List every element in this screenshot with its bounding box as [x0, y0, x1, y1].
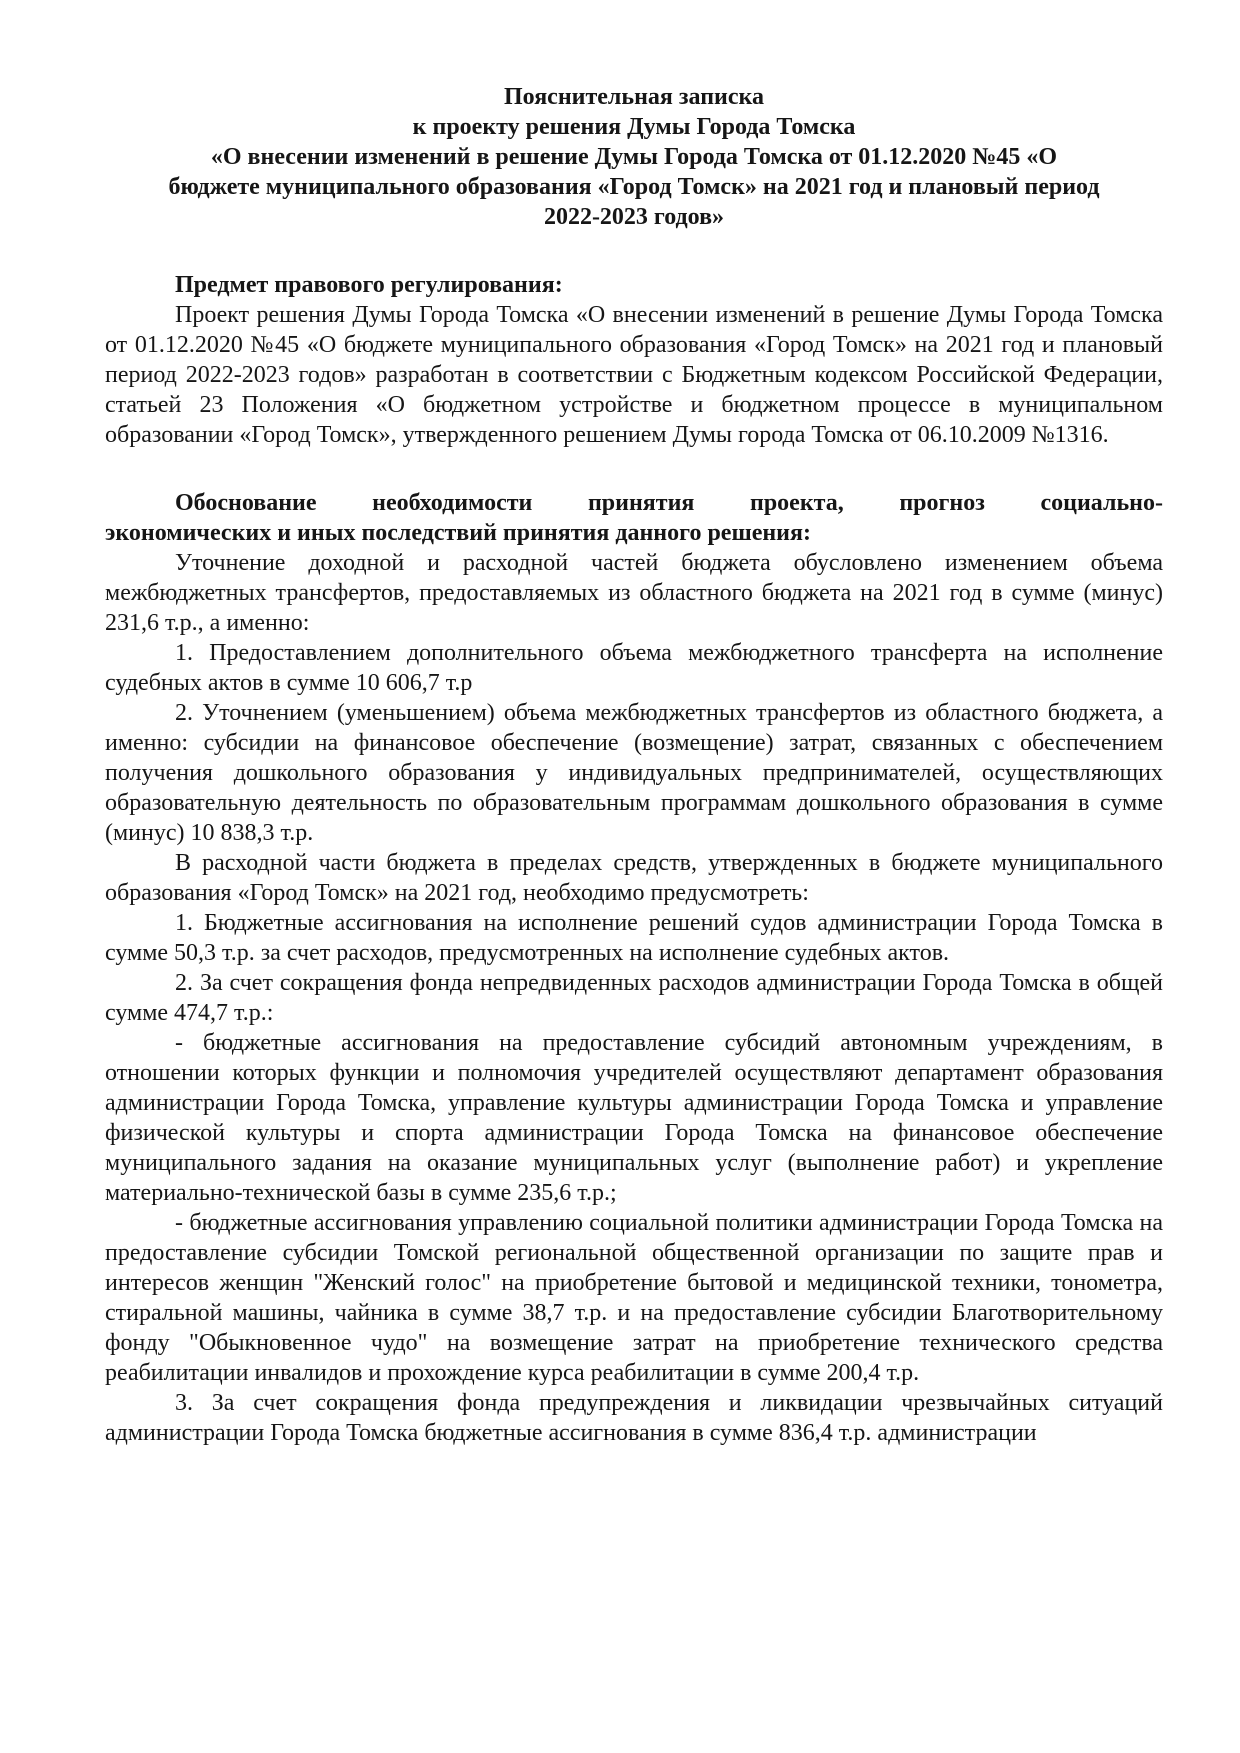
paragraph-item-transfer-reduction: 2. Уточнением (уменьшением) объема межбюджетных трансфертов из областного бюджета, а именно: субсидии на финансовое обеспечение (возмещение) затрат, связанных с обеспечением получения дошкольного образования у индивидуальных предпринимателей, осуществляющих образовательную деятельность по образовательным программам дошкольного образования в сумме (минус) 10 838,3 т.р.: [105, 700, 1163, 846]
section-heading-justification-line1: Обоснование необходимости принятия проекта, прогноз социально-: [175, 490, 1163, 516]
title-line-5: 2022-2023 годов»: [543, 204, 725, 230]
spacer-after-subject: [105, 450, 1163, 488]
paragraph-revenue-adjustment: Уточнение доходной и расходной частей бюджета обусловлено изменением объема межбюджетных трансфертов, предоставляемых из областного бюджета на 2021 год в сумме (минус) 231,6 т.р., а именно:: [105, 550, 1163, 636]
title-line-4: бюджете муниципального образования «Город Томск» на 2021 год и плановый период: [168, 174, 1100, 200]
paragraph-expenditure-intro: В расходной части бюджета в пределах средств, утвержденных в бюджете муниципального образования «Город Томск» на 2021 год, необходимо предусмотреть:: [105, 850, 1163, 906]
paragraph-subject: Проект решения Думы Города Томска «О внесении изменений в решение Думы Города Томска от 01.12.2020 №45 «О бюджете муниципального образования «Город Томск» на 2021 год и плановый период 2022-2023 годов» разработан в соответствии с Бюджетным кодексом Российской Федерации, статьей 23 Положения «О бюджетном устройстве и бюджетном процессе в муниципальном образовании «Город Томск», утвержденного решением Думы города Томска от 06.10.2009 №1316.: [105, 302, 1163, 448]
section-heading-justification-line2: экономических и иных последствий принятия данного решения:: [105, 520, 811, 546]
title-line-3: «О внесении изменений в решение Думы Города Томска от 01.12.2020 №45 «О: [210, 144, 1058, 170]
title-line-2: к проекту решения Думы Города Томска: [412, 114, 856, 140]
document-title: [105, 82, 1163, 232]
paragraph-subitem-social-policy-subsidies: - бюджетные ассигнования управлению социальной политики администрации Города Томска на предоставление субсидии Томской региональной общественной организации по защите прав и интересов женщин "Женский голос" на приобретение бытовой и медицинской техники, тонометра, стиральной машины, чайника в сумме 38,7 т.р. и на предоставление субсидии Благотворительному фонду "Обыкновенное чудо" на возмещение затрат на приобретение технического средства реабилитации инвалидов и прохождение курса реабилитации в сумме 200,4 т.р.: [105, 1210, 1163, 1386]
paragraph-item-contingency-fund: 2. За счет сокращения фонда непредвиденных расходов администрации Города Томска в общей сумме 474,7 т.р.:: [105, 970, 1163, 1026]
section-justification: [105, 488, 1163, 1448]
paragraph-item-court-decisions: 1. Бюджетные ассигнования на исполнение решений судов администрации Города Томска в сумме 50,3 т.р. за счет расходов, предусмотренных на исполнение судебных актов.: [105, 910, 1163, 966]
section-heading-subject: Предмет правового регулирования:: [175, 272, 563, 298]
section-subject: [105, 270, 1163, 450]
paragraph-subitem-autonomous-institutions: - бюджетные ассигнования на предоставление субсидий автономным учреждениям, в отношении которых функции и полномочия учредителей осуществляют департамент образования администрации Города Томска, управление культуры администрации Города Томска и управление физической культуры и спорта администрации Города Томска на финансовое обеспечение муниципального задания на оказание муниципальных услуг (выполнение работ) и укрепление материально-технической базы в сумме 235,6 т.р.;: [105, 1030, 1163, 1206]
paragraph-item-transfer-court-acts: 1. Предоставлением дополнительного объема межбюджетного трансферта на исполнение судебных актов в сумме 10 606,7 т.р: [105, 640, 1163, 696]
spacer-after-title: [105, 232, 1163, 270]
title-line-1: Пояснительная записка: [503, 84, 764, 110]
paragraph-item-emergency-fund: 3. За счет сокращения фонда предупреждения и ликвидации чрезвычайных ситуаций администрации Города Томска бюджетные ассигнования в сумме 836,4 т.р. администрации: [105, 1390, 1163, 1446]
